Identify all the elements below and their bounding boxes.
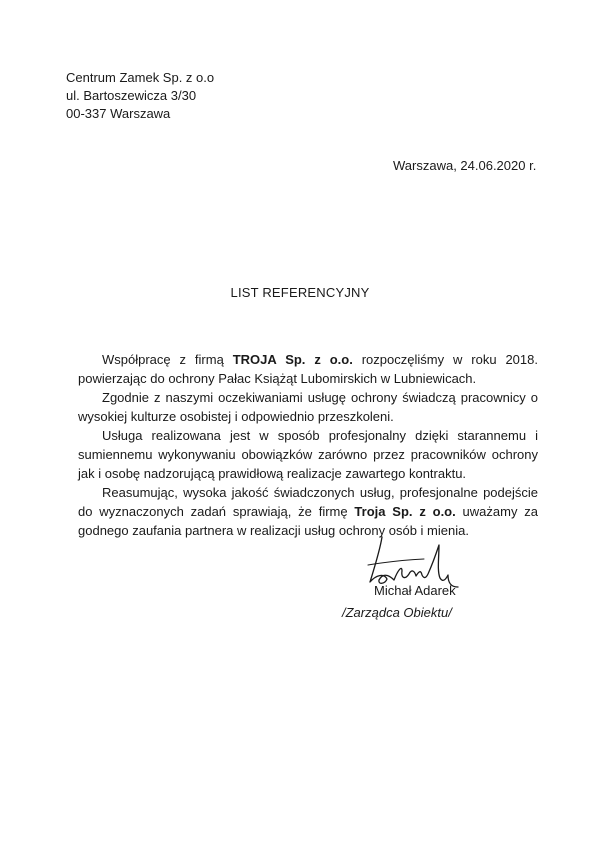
signer-role: /Zarządca Obiektu/ [342, 605, 452, 620]
letter-title: LIST REFERENCYJNY [230, 285, 370, 300]
paragraph-3: Usługa realizowana jest w sposób profesjonalny dzięki starannemu i sumiennemu wykonywaniu obowiązków zarówno przez pracowników ochrony jak i osobę nadzorującą prawidłową realizacje zawartego kontraktu. [78, 428, 538, 481]
signer-name: Michał Adarek [374, 583, 456, 598]
company-name: TROJA Sp. z o.o. [232, 352, 353, 367]
paragraph-4-text-b: uważamy za godnego zaufania partnera w realizacji usług ochrony osób i mienia. [78, 504, 539, 538]
paragraph-2: Zgodnie z naszymi oczekiwaniami usługę ochrony świadczą pracownicy o wysokiej kulturze osobistej i odpowiednio przeszkoleni. [78, 390, 538, 424]
paragraph-1-text-a: Współpracę z firmą [102, 352, 233, 367]
sender-street: ul. Bartoszewicza 3/30 [66, 88, 197, 103]
paragraph-1-text-b: rozpoczęliśmy w roku 2018. powierzając do ochrony Pałac Książąt Lubomirskich w Lubniewicach. [78, 352, 538, 386]
letter-date: Warszawa, 24.06.2020 r. [393, 158, 537, 173]
sender-company: Centrum Zamek Sp. z o.o [66, 70, 215, 85]
company-name-2: Troja Sp. z o.o. [354, 504, 456, 519]
paragraph-1 [78, 350, 538, 388]
sender-address [66, 69, 214, 123]
letter-body [78, 350, 538, 540]
paragraph-4 [78, 483, 538, 540]
paragraph-4-text-a: Reasumując, wysoka jakość świadczonych usług, profesjonalne podejście do wyznaczonych zadań sprawiają, że firmę [78, 485, 538, 519]
sender-city: 00-337 Warszawa [66, 106, 171, 121]
